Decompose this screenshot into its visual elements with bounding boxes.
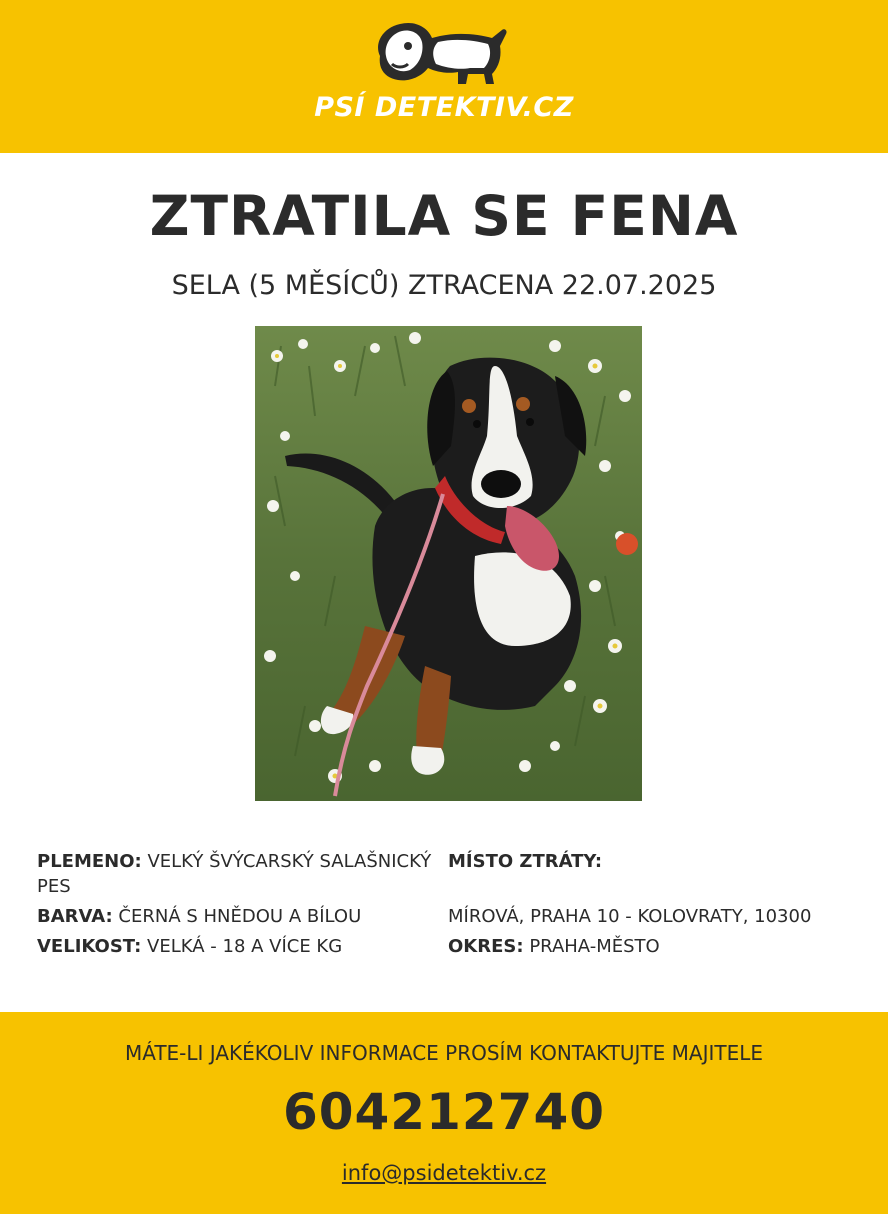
breed-value: VELKÝ ŠVÝCARSKÝ SALAŠNICKÝ [147,851,432,872]
page-subtitle: SELA (5 MĚSÍCŮ) ZTRACENA 22.07.2025 [171,270,717,301]
place-label: MÍSTO ZTRÁTY: [448,851,603,872]
size-row [37,934,437,959]
contact-instruction: MÁTE-LI JAKÉKOLIV INFORMACE PROSÍM KONTAKTUJTE MAJITELE [124,1041,764,1065]
color-label: BARVA: [37,906,113,927]
dog-photo [255,326,642,801]
email-link[interactable]: info@psidetektiv.cz [341,1161,547,1185]
phone-number[interactable]: 604212740 [282,1083,606,1141]
breed-value-continued: PES [37,876,71,897]
color-row [37,904,437,929]
breed-row [37,849,437,899]
header-banner [0,0,888,153]
breed-label: PLEMENO: [37,851,142,872]
brand-name: PSÍ DETEKTIV.CZ [314,92,574,123]
place-value: MÍROVÁ, PRAHA 10 - KOLOVRATY, 10300 [448,906,812,927]
district-label: OKRES: [448,936,524,957]
size-value: VELKÁ - 18 A VÍCE KG [147,936,343,957]
dog-logo-icon [370,16,510,88]
district-value: PRAHA-MĚSTO [529,936,660,957]
place-label-row [448,849,868,874]
place-value-row [448,904,868,929]
color-value: ČERNÁ S HNĚDOU A BÍLOU [118,906,362,927]
district-row [448,934,868,959]
page-title: ZTRATILA SE FENA [149,184,739,248]
size-label: VELIKOST: [37,936,142,957]
